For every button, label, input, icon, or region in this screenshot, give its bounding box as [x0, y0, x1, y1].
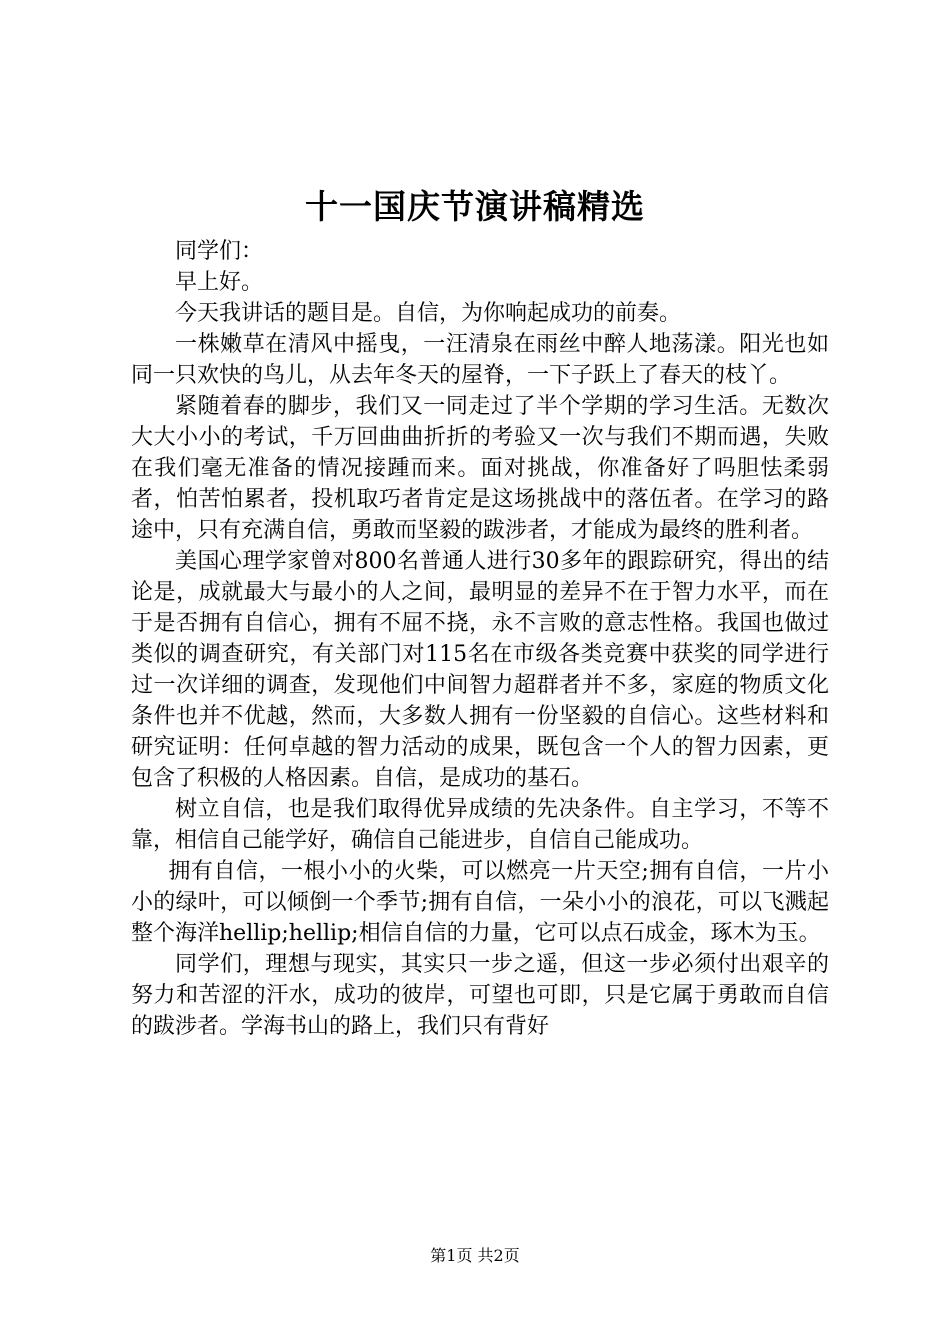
paragraph-closing: 同学们，理想与现实，其实只一步之遥，但这一步必须付出艰辛的努力和苦涩的汗水，成功的彼岸，可望也可即，只是它属于勇敢而自信的跋涉者。学海书山的路上，我们只有背好 — [131, 952, 829, 1039]
greeting: 早上好。 — [175, 270, 264, 295]
paragraph-research: 美国心理学家曾对800名普通人进行30多年的跟踪研究，得出的结论是，成就最大与最小的人之间，最明显的差异不在于智力水平，而在于是否拥有自信心，拥有不屈不挠，永不言败的意志性格。我国也做过类似的调查研究，有关部门对115名在市级各类竞赛中获奖的同学进行过一次详细的调查，发现他们中间智力超群者并不多，家庭的物质文化条件也并不优越，然而，大多数人拥有一份坚毅的自信心。这些材料和研究证明：任何卓越的智力活动的成果，既包含一个人的智力因素，更包含了积极的人格因素。自信，是成功的基石。 — [131, 549, 829, 791]
paragraph-topic: 今天我讲话的题目是。自信，为你响起成功的前奏。 — [175, 301, 682, 326]
paragraph-power: 拥有自信，一根小小的火柴，可以燃亮一片天空;拥有自信，一片小小的绿叶，可以倾倒一个季节;拥有自信，一朵小小的浪花，可以飞溅起整个海洋hellip;hellip;相信自信的力量，它可以点石成金，琢木为玉。 — [131, 859, 829, 946]
document-title: 十一国庆节演讲稿精选 — [305, 187, 645, 226]
paragraph-spring: 一株嫩草在清风中摇曳，一汪清泉在雨丝中醉人地荡漾。阳光也如同一只欢快的鸟儿，从去年冬天的屋脊，一下子跃上了春天的枝丫。 — [131, 332, 829, 388]
salutation: 同学们： — [175, 239, 264, 264]
page-footer: 第1页 共2页 — [430, 1246, 520, 1265]
paragraph-challenge: 紧随着春的脚步，我们又一同走过了半个学期的学习生活。无数次大大小小的考试，千万回曲曲折折的考验又一次与我们不期而遇，失败在我们毫无准备的情况接踵而来。面对挑战，你准备好了吗胆怯柔弱者，怕苦怕累者，投机取巧者肯定是这场挑战中的落伍者。在学习的路途中，只有充满自信，勇敢而坚毅的跋涉者，才能成为最终的胜利者。 — [131, 394, 829, 543]
document-body — [131, 236, 829, 1042]
paragraph-confidence: 树立自信，也是我们取得优异成绩的先决条件。自主学习，不等不靠，相信自己能学好，确信自己能进步，自信自己能成功。 — [131, 797, 829, 853]
